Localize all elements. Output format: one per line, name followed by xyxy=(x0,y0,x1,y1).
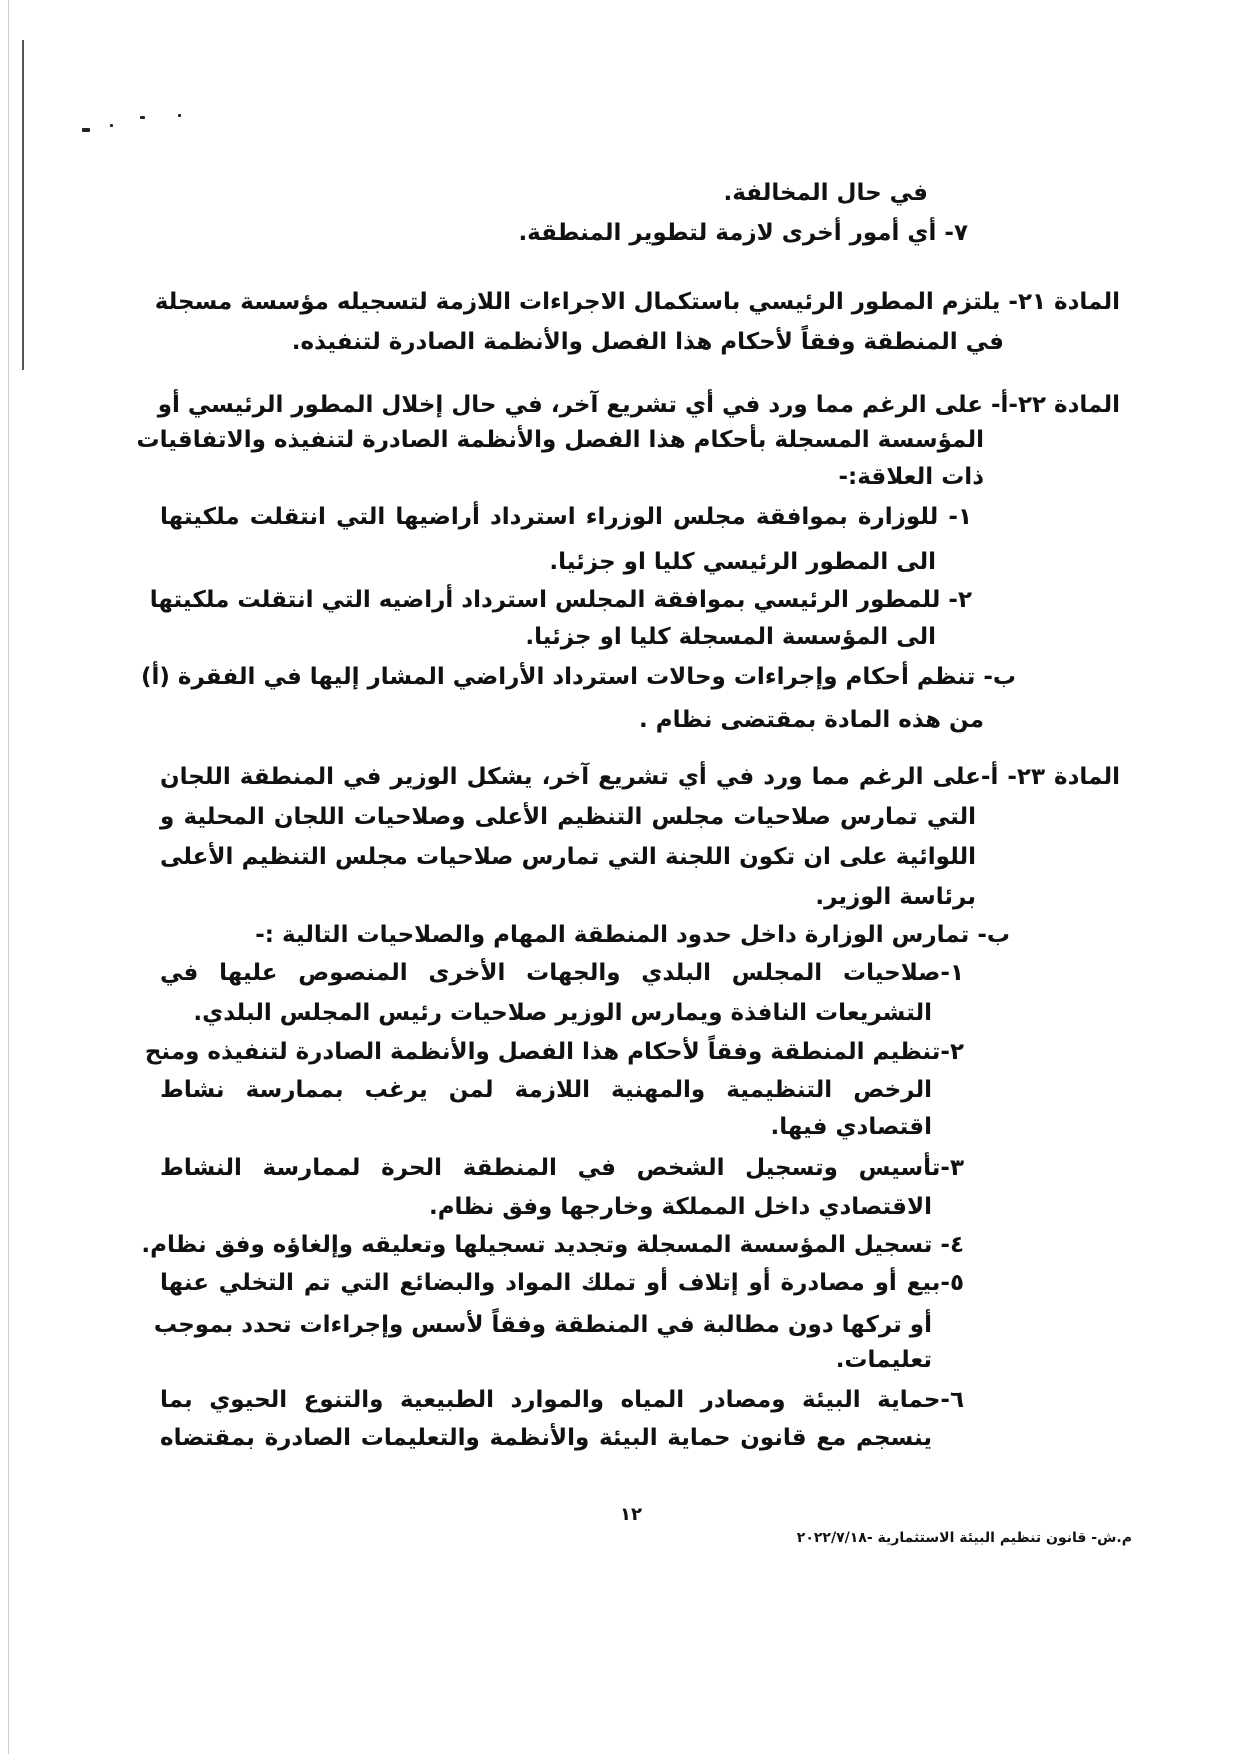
text-line: من هذه المادة بمقتضى نظام . xyxy=(639,707,984,733)
scan-speck xyxy=(110,124,113,127)
text-line: الى المؤسسة المسجلة كليا او جزئيا. xyxy=(525,624,936,650)
article-23-heading: المادة ٢٣- أ-على الرغم مما ورد في أي تشريع آخر، يشكل الوزير في المنطقة اللجان xyxy=(160,764,1120,790)
text-line: ب- تمارس الوزارة داخل حدود المنطقة المهام والصلاحيات التالية :- xyxy=(255,922,1010,948)
text-line: ١-صلاحيات المجلس البلدي والجهات الأخرى المنصوص عليها في xyxy=(160,960,964,986)
footer-reference: م.ش- قانون تنظيم البيئة الاستثمارية -٢٠٢٢/٧/١٨ xyxy=(796,1530,1132,1546)
text-line: في حال المخالفة. xyxy=(723,180,928,206)
text-line: ٤- تسجيل المؤسسة المسجلة وتجديد تسجيلها وتعليقه وإلغاؤه وفق نظام. xyxy=(141,1232,964,1258)
text-line: التي تمارس صلاحيات مجلس التنظيم الأعلى وصلاحيات اللجان المحلية و xyxy=(160,804,976,830)
scan-speck xyxy=(82,128,90,132)
scan-edge xyxy=(8,0,9,1754)
text-line: الرخص التنظيمية والمهنية اللازمة لمن يرغب بممارسة نشاط xyxy=(160,1077,932,1103)
text-line: ٢-تنظيم المنطقة وفقاً لأحكام هذا الفصل والأنظمة الصادرة لتنفيذه ومنح xyxy=(144,1039,964,1065)
text-line: ينسجم مع قانون حماية البيئة والأنظمة والتعليمات الصادرة بمقتضاه xyxy=(160,1425,932,1451)
text-line: المؤسسة المسجلة بأحكام هذا الفصل والأنظمة الصادرة لتنفيذه والاتفاقيات xyxy=(136,427,984,453)
text-line: التشريعات النافذة ويمارس الوزير صلاحيات رئيس المجلس البلدي. xyxy=(193,1000,932,1026)
scan-margin-line xyxy=(22,40,24,370)
article-22-heading: المادة ٢٢-أ- على الرغم مما ورد في أي تشريع آخر، في حال إخلال المطور الرئيسي أو xyxy=(157,392,1120,418)
text-line: تعليمات. xyxy=(835,1347,932,1373)
text-line: ٧- أي أمور أخرى لازمة لتطوير المنطقة. xyxy=(518,220,968,246)
text-line: ٣-تأسيس وتسجيل الشخص في المنطقة الحرة لممارسة النشاط xyxy=(160,1155,964,1181)
text-line: ١- للوزارة بموافقة مجلس الوزراء استرداد أراضيها التي انتقلت ملكيتها xyxy=(160,504,972,530)
scan-speck xyxy=(140,116,145,119)
page-number: ١٢ xyxy=(620,1504,642,1525)
article-21-heading: المادة ٢١- يلتزم المطور الرئيسي باستكمال الاجراءات اللازمة لتسجيله مؤسسة مسجلة xyxy=(154,289,1120,315)
text-line: الى المطور الرئيسي كليا او جزئيا. xyxy=(549,549,936,575)
text-line: ب- تنظم أحكام وإجراءات وحالات استرداد الأراضي المشار إليها في الفقرة (أ) xyxy=(141,664,1016,690)
text-line: الاقتصادي داخل المملكة وخارجها وفق نظام. xyxy=(428,1194,932,1220)
text-line: اقتصادي فيها. xyxy=(770,1114,932,1140)
text-line: ذات العلاقة:- xyxy=(838,464,984,490)
text-line: اللوائية على ان تكون اللجنة التي تمارس صلاحيات مجلس التنظيم الأعلى xyxy=(160,844,976,870)
scan-speck xyxy=(178,114,181,117)
text-line: ٦-حماية البيئة ومصادر المياه والموارد الطبيعية والتنوع الحيوي بما xyxy=(160,1387,964,1413)
text-line: ٢- للمطور الرئيسي بموافقة المجلس استرداد أراضيه التي انتقلت ملكيتها xyxy=(149,587,972,613)
text-line: أو تركها دون مطالبة في المنطقة وفقاً لأسس وإجراءات تحدد بموجب xyxy=(153,1312,932,1338)
text-line: في المنطقة وفقاً لأحكام هذا الفصل والأنظمة الصادرة لتنفيذه. xyxy=(291,329,1004,355)
text-line: برئاسة الوزير. xyxy=(815,884,976,910)
text-line: ٥-بيع أو مصادرة أو إتلاف أو تملك المواد والبضائع التي تم التخلي عنها xyxy=(160,1270,964,1296)
